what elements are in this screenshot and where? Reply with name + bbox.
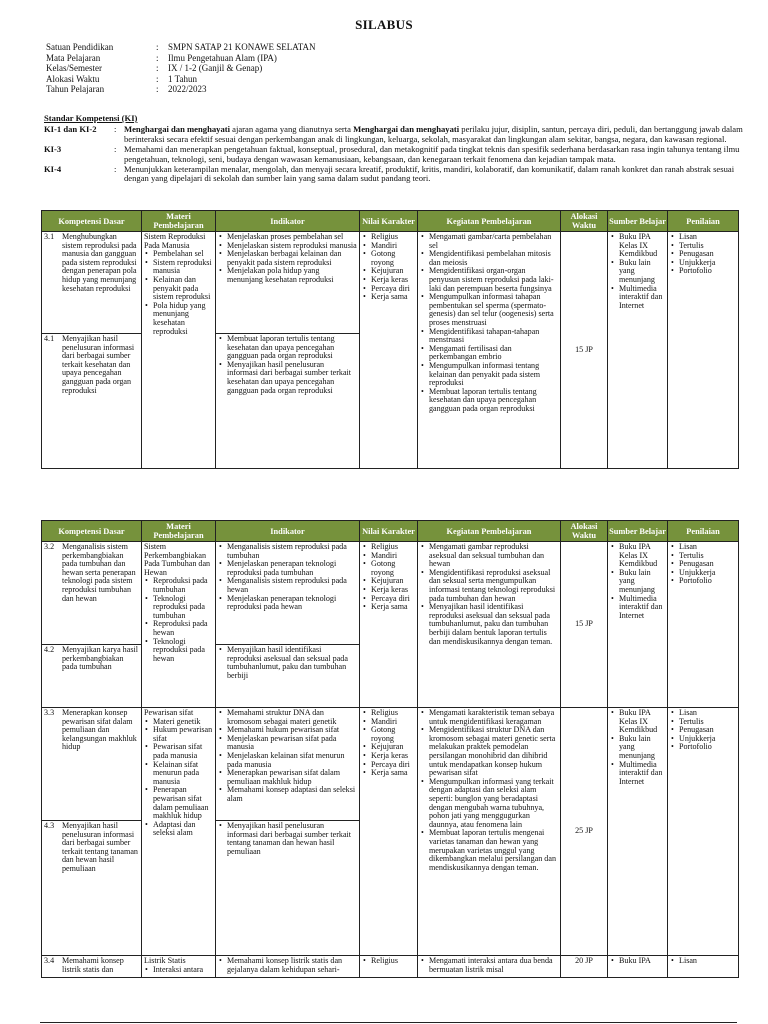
bullet-list (218, 957, 357, 974)
bullet-item: • Mengidentifikasi pembelahan mitosis dan meiosis (429, 250, 558, 267)
bullet-item: • Interaksi antara (153, 966, 213, 975)
bullet-item: • Portofolio (679, 577, 736, 586)
bullet-item: • Gotong royong (371, 560, 415, 577)
bullet-list (362, 957, 415, 966)
bullet-item: • Mengamati gambar reproduksi aseksual dan seksual tumbuhan dan hewan (429, 543, 558, 569)
bullet-item: • Kejujuran (371, 267, 415, 276)
bullet-item: • Kejujuran (371, 577, 415, 586)
bullet-item: • Mengumpulkan informasi tentang kelainan dan penyakit pada sistem reproduksi (429, 362, 558, 388)
bullet-item: • Mandiri (371, 242, 415, 251)
kd-cell: 3.1 Menghubungkan sistem reproduksi pada manusia dan gangguan pada sistem reproduksi dengan penerapan pola hidup yang menunjang kesehatan reproduksi (42, 232, 142, 334)
bullet-item: • Membuat laporan tertulis tentang kesehatan dan upaya pencegahan gangguan pada organ reproduksi (227, 335, 357, 361)
bullet-item: • Memahami konsep listrik statis dan gejalanya dalam kehidupan sehari- (227, 957, 357, 974)
identity-row (46, 63, 316, 74)
bullet-item: • Kejujuran (371, 743, 415, 752)
bullet-item: • Buku IPA Kelas IX Kemdikbud (619, 233, 665, 259)
column-header: Penilaian (668, 211, 739, 232)
indikator-cell (216, 542, 360, 645)
bullet-item: • Mengidentifikasi organ-organ penyusun sistem reproduksi pada laki-laki dan perempuan beserta fungsinya (429, 267, 558, 293)
bullet-item: • Buku lain yang menunjang (619, 259, 665, 285)
bullet-item: • Buku lain yang menunjang (619, 735, 665, 761)
ki-row (44, 165, 744, 184)
bullet-item: • Menjelaskan sistem reproduksi manusia (227, 242, 357, 251)
ki-text (124, 125, 744, 144)
bullet-list (610, 233, 665, 310)
column-header: Materi Pembelajaran (142, 211, 216, 232)
bullet-item: • Mengumpulkan informasi tahapan pembentukan sel sperma (spermato-genesis) dan sel telur (oogenesis) serta proses menstruasi (429, 293, 558, 327)
column-header: Kegiatan Pembelajaran (418, 521, 561, 542)
bullet-list (362, 543, 415, 612)
bullet-item: • Gotong royong (371, 726, 415, 743)
materi-cell: Sistem Perkembangbiakan Pada Tumbuhan dan Hewan • Reproduksi pada tumbuhan • Teknologi reproduksi pada tumbuhan • Reproduksi pada hewan • Teknologi reproduksi pada hewan (142, 542, 216, 708)
bullet-item: • Multimedia interaktif dan Internet (619, 595, 665, 621)
column-header: Nilai Karakter (360, 211, 418, 232)
bullet-item: • Menjelaskan kelainan sifat menurun pada manusia (227, 752, 357, 769)
bullet-item: • Religius (371, 709, 415, 718)
identity-label: Satuan Pendidikan (46, 42, 114, 52)
bullet-item: • Buku IPA Kelas IX Kemdikbud (619, 543, 665, 569)
sumber-cell (608, 232, 668, 469)
bullet-item: • Mengidentifikasi reproduksi aseksual dan seksual serta mengumpulkan informasi tentang teknologi reproduksi pada tumbuhan dan hewan (429, 569, 558, 603)
ki-text (124, 165, 744, 184)
bullet-item: • Membuat laporan tertulis mengenai varietas tanaman dan hewan yang merupakan varietas unggul yang dikembangkan melalui persilangan dan mendiskusikannya dengan teman. (429, 829, 558, 872)
syllabus-table-2 (41, 520, 739, 978)
bullet-list (218, 233, 357, 285)
indikator-cell (216, 821, 360, 956)
bullet-item: • Penerapan pewarisan sifat dalam pemuliaan makhluk hidup (153, 786, 213, 820)
bullet-item: • Kerja keras (371, 586, 415, 595)
materi-cell: Sistem Reproduksi Pada Manusia • Pembelahan sel • Sistem reproduksi manusia • Kelainan dan penyakit pada sistem reproduksi • Pola hidup yang menunjang kesehatan reproduksi (142, 232, 216, 469)
identity-colon: : (156, 63, 159, 74)
alokasi-cell: 15 JP (561, 232, 608, 469)
bullet-item: • Menyajikan hasil identifikasi reproduksi aseksual dan seksual pada tumbuhanlumut, paku dan tumbuhan berbiji (227, 646, 357, 680)
bullet-item: • Menjelaskan penerapan teknologi reproduksi pada hewan (227, 595, 357, 612)
bullet-item: • Penugasan (679, 250, 736, 259)
table-header-row (42, 211, 739, 232)
bullet-list (362, 709, 415, 778)
bullet-item: • Reproduksi pada hewan (153, 620, 213, 637)
bullet-list (218, 646, 357, 680)
identity-colon: : (156, 42, 159, 52)
bullet-item: • Percaya diri (371, 285, 415, 294)
bullet-item: • Unjukkerja (679, 569, 736, 578)
bullet-item: • Pewarisan sifat pada manusia (153, 743, 213, 760)
ki-row (44, 125, 744, 144)
column-header: Sumber Belajar (608, 211, 668, 232)
bullet-item: • Materi genetik (153, 718, 213, 727)
bullet-item: • Pola hidup yang menunjang kesehatan reproduksi (153, 302, 213, 336)
bullet-item: • Religius (371, 957, 415, 966)
bullet-item: • Percaya diri (371, 761, 415, 770)
bullet-item: • Menjelaskan pewarisan sifat pada manusia (227, 735, 357, 752)
indikator-cell (216, 334, 360, 469)
kd-cell: 4.1 Menyajikan hasil penelusuran informasi dari berbagai sumber terkait kesehatan dan upaya pencegahan gangguan pada organ reproduksi (42, 334, 142, 469)
ki-label: KI-3 (44, 144, 62, 155)
column-header: Alokasi Waktu (561, 211, 608, 232)
bullet-list (670, 543, 736, 586)
identity-value: SMPN SATAP 21 KONAWE SELATAN (168, 42, 316, 52)
karakter-cell (360, 708, 418, 956)
bullet-item: • Kerja keras (371, 276, 415, 285)
bullet-item: • Penugasan (679, 726, 736, 735)
page-bottom-rule (40, 1022, 737, 1023)
bullet-list (670, 709, 736, 752)
bullet-list (218, 709, 357, 804)
bullet-item: • Menjelaskan penerapan teknologi reproduksi pada tumbuhan (227, 560, 357, 577)
column-header: Indikator (216, 521, 360, 542)
bullet-item: • Menjelaskan berbagai kelainan dan penyakit pada sistem reproduksi (227, 250, 357, 267)
bullet-item: • Buku IPA Kelas IX Kemdikbud (619, 709, 665, 735)
indikator-cell (216, 232, 360, 334)
bullet-item: • Memahami konsep adaptasi dan seleksi alam (227, 786, 357, 803)
bullet-item: • Menganalisis sistem reproduksi pada hewan (227, 577, 357, 594)
bullet-item: • Gotong royong (371, 250, 415, 267)
bullet-item: • Adaptasi dan seleksi alam (153, 821, 213, 838)
sumber-cell (608, 708, 668, 956)
bullet-item: • Mengamati gambar/carta pembelahan sel (429, 233, 558, 250)
column-header: Kegiatan Pembelajaran (418, 211, 561, 232)
ki-plain-text: Menunjukkan keterampilan menalar, mengolah, dan menyaji secara kreatif, produktif, kritis, mandiri, kolaboratif, dan komunikatif, dalam ranah konkret dan ranah abstrak sesuai dengan yang dipelajari di sekolah dan sumber lain yang sama dalam sudut pandang teori. (124, 164, 735, 184)
column-header: Indikator (216, 211, 360, 232)
bullet-item: • Tertulis (679, 552, 736, 561)
bullet-item: • Buku lain yang menunjang (619, 569, 665, 595)
alokasi-cell: 20 JP (561, 956, 608, 978)
bullet-item: • Kelainan dan penyakit pada sistem reproduksi (153, 276, 213, 302)
bullet-list (670, 957, 736, 966)
bullet-list (218, 822, 357, 856)
ki-colon: : (114, 124, 117, 135)
bullet-list (144, 718, 213, 838)
bullet-item: • Mengamati karakteristik teman sebaya untuk mengidentifikasi keragaman (429, 709, 558, 726)
kd-cell: 3.4 Memahami konsep listrik statis dan (42, 956, 142, 978)
bullet-item: • Percaya diri (371, 595, 415, 604)
ki-text (124, 145, 744, 164)
identity-value: Ilmu Pengetahuan Alam (IPA) (168, 52, 277, 63)
bullet-item: • Mengamati fertilisasi dan perkembangan embrio (429, 345, 558, 362)
bullet-item: • Mandiri (371, 718, 415, 727)
ki-colon: : (114, 144, 117, 155)
bullet-item: • Portofolio (679, 267, 736, 276)
kegiatan-cell (418, 232, 561, 469)
bullet-item: • Membuat laporan tertulis tentang kesehatan dan upaya pencegahan gangguan pada organ reproduksi (429, 388, 558, 414)
indikator-cell (216, 645, 360, 708)
identity-value: 2022/2023 (168, 84, 207, 95)
bullet-list (610, 543, 665, 620)
bullet-item: • Menjelaskan proses pembelahan sel (227, 233, 357, 242)
penilaian-cell (668, 232, 739, 469)
penilaian-cell (668, 708, 739, 956)
bullet-item: • Tertulis (679, 718, 736, 727)
bullet-item: • Menyajikan hasil identifikasi reproduksi aseksual dan seksual pada tumbuhanlumut, paku dan tumbuhan berbiji dalam bentuk laporan tertulis dan mendiskusikannya dengan teman. (429, 603, 558, 646)
bullet-item: • Kelainan sifat menurun pada manusia (153, 761, 213, 787)
bullet-list (362, 233, 415, 302)
ki-bold-text: Menghargai dan menghayati (124, 124, 230, 135)
karakter-cell (360, 542, 418, 708)
bullet-item: • Pembelahan sel (153, 250, 213, 259)
indikator-cell (216, 708, 360, 821)
bullet-list (144, 250, 213, 336)
karakter-cell (360, 956, 418, 978)
bullet-list (420, 543, 558, 646)
bullet-item: • Menganalisis sistem reproduksi pada tumbuhan (227, 543, 357, 560)
bullet-list (218, 335, 357, 395)
bullet-item: • Penugasan (679, 560, 736, 569)
alokasi-cell: 25 JP (561, 708, 608, 956)
bullet-list (610, 957, 665, 966)
column-header: Sumber Belajar (608, 521, 668, 542)
bullet-item: • Menjelakan pola hidup yang menunjang kesehatan reproduksi (227, 267, 357, 284)
bullet-list (420, 957, 558, 974)
identity-row (46, 53, 316, 64)
ki-bold-text: Menghargai dan menghayati (353, 124, 460, 135)
bullet-list (420, 233, 558, 413)
syllabus-table-1 (41, 210, 739, 469)
bullet-item: • Unjukkerja (679, 735, 736, 744)
bullet-item: • Religius (371, 543, 415, 552)
bullet-item: • Mengamati interaksi antara dua benda bermuatan listrik misal (429, 957, 558, 974)
identity-colon: : (156, 52, 159, 63)
identity-row (46, 74, 316, 85)
sumber-cell (608, 542, 668, 708)
bullet-item: • Unjukkerja (679, 259, 736, 268)
bullet-list (144, 577, 213, 663)
ki-plain-text: ajaran agama yang dianutnya serta (230, 124, 354, 135)
sumber-cell (608, 956, 668, 978)
identity-value: 1 Tahun (168, 73, 197, 84)
identity-row (46, 84, 316, 95)
identity-value: IX / 1-2 (Ganjil & Genap) (168, 63, 263, 74)
standar-heading: Standar Kompetensi (KI) (44, 113, 138, 123)
column-header: Penilaian (668, 521, 739, 542)
ki-row (44, 145, 744, 164)
materi-cell: Listrik Statis • Interaksi antara (142, 956, 216, 978)
bullet-item: • Religius (371, 233, 415, 242)
kd-cell: 3.2 Menganalisis sistem perkembangbiakan pada tumbuhan dan hewan serta penerapan teknologi pada sistem reproduksi tumbuhan dan hewan (42, 542, 142, 645)
identity-block (46, 42, 316, 95)
bullet-item: • Sistem reproduksi manusia (153, 259, 213, 276)
bullet-item: • Lisan (679, 709, 736, 718)
ki-plain-text: perilaku jujur, disiplin, santun, percaya diri, peduli, dan bertanggung jawab dalam berinteraksi secara efektif sesuai dengan perkembangan anak di lingkungan, keluarga, sekolah, masyarakat dan lingkungan alam sekitar, bangsa, negara, dan kawasan regional. (124, 124, 743, 144)
identity-label: Alokasi Waktu (46, 73, 100, 84)
column-header: Materi Pembelajaran (142, 521, 216, 542)
bullet-item: • Tertulis (679, 242, 736, 251)
kd-cell: 4.3 Menyajikan hasil penelusuran informasi dari berbagai sumber terkait tentang tanaman dan hewan hasil pemuliaan (42, 821, 142, 956)
page-title: SILABUS (355, 17, 413, 32)
column-header: Kompetensi Dasar (42, 211, 142, 232)
bullet-item: • Buku IPA (619, 957, 665, 966)
bullet-list (218, 543, 357, 612)
bullet-item: • Lisan (679, 233, 736, 242)
kd-cell: 4.2 Menyajikan karya hasil perkembangbiakan pada tumbuhan (42, 645, 142, 708)
bullet-item: • Teknologi reproduksi pada hewan (153, 638, 213, 664)
bullet-list (610, 709, 665, 786)
ki-label: KI-1 dan KI-2 (44, 124, 97, 135)
bullet-item: • Multimedia interaktif dan Internet (619, 285, 665, 311)
bullet-item: • Menerapkan pewarisan sifat dalam pemuliaan makhluk hidup (227, 769, 357, 786)
identity-colon: : (156, 84, 159, 95)
ki-label: KI-4 (44, 164, 62, 175)
bullet-item: • Menyajikan hasil penelusuran informasi dari berbagai sumber terkait tentang tanaman dan hewan hasil pemuliaan (227, 822, 357, 856)
bullet-item: • Hukum pewarisan sifat (153, 726, 213, 743)
kegiatan-cell (418, 708, 561, 956)
bullet-item: • Kerja sama (371, 769, 415, 778)
bullet-item: • Memahami struktur DNA dan kromosom sebagai materi genetik (227, 709, 357, 726)
bullet-list (144, 966, 213, 975)
bullet-item: • Kerja sama (371, 603, 415, 612)
identity-label: Mata Pelajaran (46, 52, 101, 63)
table-header-row (42, 521, 739, 542)
bullet-list (420, 709, 558, 872)
alokasi-cell: 15 JP (561, 542, 608, 708)
bullet-item: • Portofolio (679, 743, 736, 752)
identity-label: Kelas/Semester (46, 63, 102, 74)
materi-cell: Pewarisan sifat • Materi genetik • Hukum pewarisan sifat • Pewarisan sifat pada manusia • Kelainan sifat menurun pada manusia • Penerapan pewarisan sifat dalam pemuliaan makhluk hidup • Adaptasi dan seleksi alam (142, 708, 216, 956)
bullet-item: • Kerja keras (371, 752, 415, 761)
bullet-item: • Mengidentifikasi struktur DNA dan kromosom sebagai materi genetic serta melakukan praktek pemodelan persilangan monohibrid dan dihibrid untuk mendapatkan konsep hukum pewarisan sifat (429, 726, 558, 778)
ki-plain-text: Memahami dan menerapkan pengetahuan faktual, konseptual, prosedural, dan metakognitif pada tingkat teknis dan spesifik sederhana berdasarkan rasa ingin tahunya tentang ilmu pengetahuan, teknologi, seni, budaya dengan wawasan kemanusiaan, kebangsaan, dan kenegaraan terkait fenomena dan kejadian tampak mata. (124, 144, 740, 164)
identity-label: Tahun Pelajaran (46, 84, 105, 95)
kegiatan-cell (418, 542, 561, 708)
penilaian-cell (668, 542, 739, 708)
bullet-item: • Lisan (679, 957, 736, 966)
column-header: Kompetensi Dasar (42, 521, 142, 542)
identity-row (46, 42, 316, 53)
bullet-item: • Kerja sama (371, 293, 415, 302)
bullet-item: • Mandiri (371, 552, 415, 561)
bullet-item: • Mengidentifikasi tahapan-tahapan menstruasi (429, 328, 558, 345)
column-header: Nilai Karakter (360, 521, 418, 542)
ki-colon: : (114, 164, 117, 175)
bullet-item: • Mengumpulkan informasi yang terkait dengan adaptasi dan seleksi alam seperti: bunglon yang beradaptasi dengan mengubah warna tubuhnya, pohon jati yang menggugurkan daunnya, atau fenomena lain (429, 778, 558, 830)
bullet-item: • Multimedia interaktif dan Internet (619, 761, 665, 787)
bullet-list (670, 233, 736, 276)
bullet-item: • Menyajikan hasil penelusuran informasi dari berbagai sumber terkait kesehatan dan upaya pencegahan gangguan pada organ reproduksi (227, 361, 357, 395)
karakter-cell (360, 232, 418, 469)
standar-kompetensi (44, 114, 744, 185)
identity-colon: : (156, 73, 159, 84)
bullet-item: • Teknologi reproduksi pada tumbuhan (153, 595, 213, 621)
column-header: Alokasi Waktu (561, 521, 608, 542)
kegiatan-cell (418, 956, 561, 978)
bullet-item: • Memahami hukum pewarisan sifat (227, 726, 357, 735)
bullet-item: • Lisan (679, 543, 736, 552)
penilaian-cell (668, 956, 739, 978)
indikator-cell (216, 956, 360, 978)
kd-cell: 3.3 Menerapkan konsep pewarisan sifat dalam pemuliaan dan kelangsungan makhluk hidup (42, 708, 142, 821)
bullet-item: • Reproduksi pada tumbuhan (153, 577, 213, 594)
